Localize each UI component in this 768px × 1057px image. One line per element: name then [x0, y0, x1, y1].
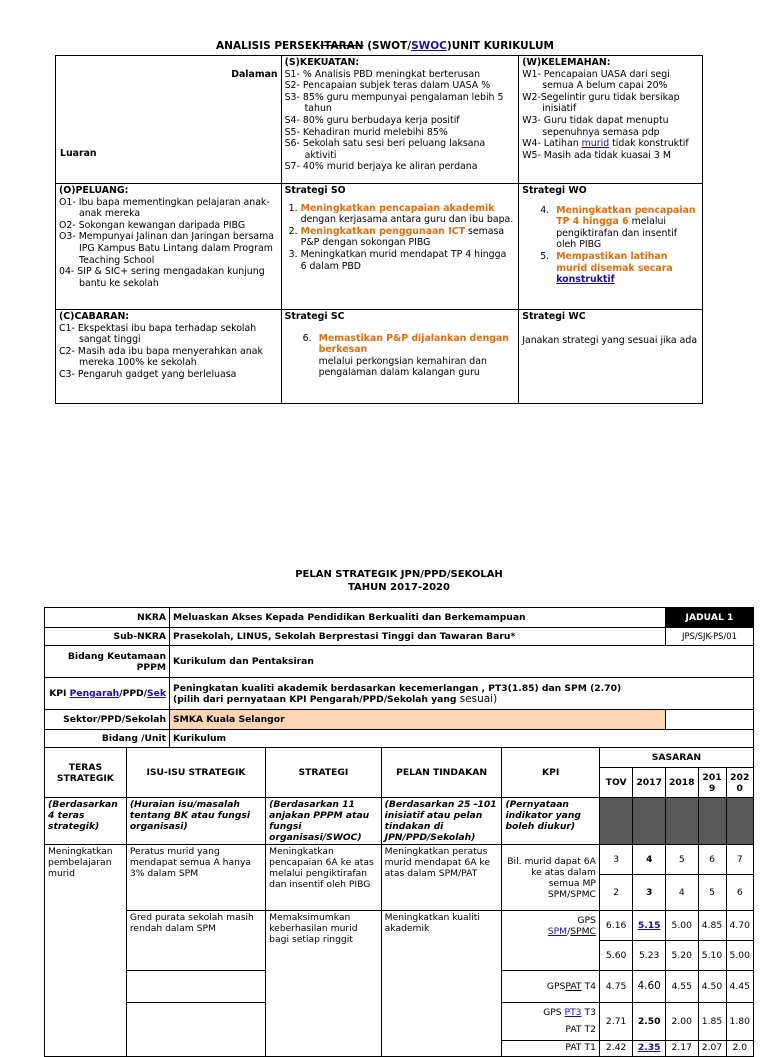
opportunities-cell	[56, 184, 282, 310]
swot-table	[55, 55, 703, 404]
jadual-badge: JADUAL 1	[665, 608, 753, 628]
weaknesses-heading: (W)KELEMAHAN:	[522, 57, 611, 68]
strength-item: S7- 40% murid berjaya ke aliran perdana	[284, 161, 478, 173]
strengths-list	[285, 69, 516, 173]
swot-title-part: (SWOT/	[363, 40, 412, 52]
strategi-cell: Meningkatkan pencapaian 6A ke atas melalui pengiktirafan dan insentif oleh PIBG	[266, 845, 381, 911]
strategy-highlight: Meningkatkan pencapaian akademik	[300, 202, 495, 214]
item-number: 1.	[288, 202, 298, 214]
swoc-link[interactable]: SWOC	[411, 40, 447, 52]
isu-cell: Gred purata sekolah masih rendah dalam SPM	[126, 911, 265, 971]
target-value: 5.20	[665, 941, 698, 971]
target-value: 4.70	[726, 911, 754, 941]
opportunity-item: O1- Ibu bapa mementingkan pelajaran anak-anak mereka	[59, 196, 270, 220]
target-value: 4.85	[698, 911, 726, 941]
strength-item: S2- Pencapaian subjek teras dalam UASA %	[284, 80, 491, 92]
pt3-link[interactable]: PT3	[564, 1007, 582, 1018]
opportunity-item: O3- Mempunyai Jalinan dan Jaringan bersama IPG Kampus Batu Lintang dalam Program Teaching School	[59, 231, 274, 266]
item-number: 6.	[302, 332, 312, 344]
strategy-wc-text: Janakan strategi yang sesuai jika ada	[522, 334, 698, 346]
kpi-text: T4	[581, 981, 596, 992]
kpi-label	[45, 678, 170, 710]
threat-item: C1- Ekspektasi ibu bapa terhadap sekolah sangat tinggi	[59, 322, 257, 346]
opportunity-item: O2- Sokongan kewangan daripada PIBG	[59, 219, 246, 231]
unit-label: Bidang /Unit	[45, 730, 170, 748]
target-value: 2.07	[698, 1041, 726, 1057]
target-value: 4	[633, 845, 666, 875]
target-value: 4.50	[698, 971, 726, 1003]
strengths-heading: (S)KEKUATAN:	[284, 57, 360, 68]
form-code: JPS/SJK-PS/01	[665, 628, 753, 646]
kpi-cell	[502, 911, 599, 971]
weakness-text: tidak konstruktif	[609, 138, 689, 150]
bidang-label: Bidang Keutamaan PPPM	[45, 646, 170, 678]
target-value: 2.0	[726, 1041, 754, 1057]
isu-cell: Peratus murid yang mendapat semua A hanya 3% dalam SPM	[126, 845, 265, 911]
year-tov: TOV	[599, 768, 632, 798]
item-number: 2.	[288, 225, 298, 237]
target-value: 4.60	[633, 971, 666, 1003]
strategy-wo-cell	[519, 184, 703, 310]
grey-cell	[726, 798, 754, 845]
strategy-text: dengan kerjasama antara guru dan ibu bapa.	[300, 214, 514, 226]
weakness-item: W2-Segelintir guru tidak bersikap inisiatif	[522, 91, 680, 115]
header-strategi: STRATEGI	[266, 748, 381, 798]
dalaman-label: Dalaman	[231, 69, 278, 80]
note-isu: (Huraian isu/masalah tentang BK atau fungsi organisasi)	[126, 798, 265, 845]
swot-title-strike: ITARAN	[320, 40, 364, 52]
strength-item: S4- 80% guru berbudaya kerja positif	[284, 114, 460, 126]
strategy-highlight: Meningkatkan penggunaan ICT	[300, 225, 465, 237]
swot-title-part: )UNIT KURIKULUM	[446, 40, 554, 52]
target-value: 5.00	[726, 941, 754, 971]
luaran-label: Luaran	[60, 148, 97, 159]
note-teras: (Berdasarkan 4 teras strategik)	[45, 798, 127, 845]
target-value: 1.85	[698, 1003, 726, 1041]
kpi-text: GPS	[546, 981, 566, 992]
kpi-cell	[502, 1003, 599, 1041]
sektor-label: Sektor/PPD/Sekolah	[45, 710, 170, 730]
target-value: 2.71	[599, 1003, 632, 1041]
target-value: 2.50	[633, 1003, 666, 1041]
strategy-wc-cell	[519, 310, 703, 404]
strategy-text: semasa P&P dengan sokongan PIBG	[300, 225, 505, 249]
strategic-plan-table	[44, 607, 754, 1057]
target-value: 6.16	[599, 911, 632, 941]
target-value: 6	[698, 845, 726, 875]
sek-link[interactable]: Sek	[147, 688, 167, 699]
target-value[interactable]: 5.15	[633, 911, 666, 941]
threat-item: C2- Masih ada ibu bapa menyerahkan anak mereka 100% ke sekolah	[59, 345, 263, 369]
target-value: 7	[726, 845, 754, 875]
target-value: 5.10	[698, 941, 726, 971]
weakness-item	[522, 138, 699, 150]
target-value: 5.23	[633, 941, 666, 971]
target-value: 5.00	[665, 911, 698, 941]
pat-text: PAT	[565, 981, 582, 992]
kpi-cell	[502, 971, 599, 1003]
kpi-label-text: /PPD/	[119, 688, 148, 699]
murid-link[interactable]: murid	[581, 138, 610, 150]
strategy-so-heading: Strategi SO	[284, 185, 346, 196]
strategy-wo-heading: Strategi WO	[522, 185, 587, 196]
strength-item: S5- Kehadiran murid melebihi 85%	[284, 126, 448, 138]
kpi-value	[170, 678, 754, 710]
strategy-wo-item	[536, 251, 699, 286]
unit-value: Kurikulum	[170, 730, 754, 748]
strategy-sc-item	[299, 333, 516, 379]
target-value: 2.42	[599, 1041, 632, 1057]
grey-cell	[599, 798, 632, 845]
grey-cell	[665, 798, 698, 845]
threat-item: C3- Pengaruh gadget yang berleluasa	[59, 368, 237, 380]
strategi-cell: Memaksimumkan keberhasilan murid bagi setiap ringgit	[266, 911, 381, 1057]
year-2020: 2020	[726, 768, 754, 798]
kpi-text: PAT T2	[565, 1024, 596, 1035]
header-isu: ISU-ISU STRATEGIK	[126, 748, 265, 798]
threats-heading: (C)CABARAN:	[59, 311, 130, 322]
header-kpi: KPI	[502, 748, 599, 798]
year-2017: 2017	[633, 768, 666, 798]
target-value: 4	[665, 875, 698, 911]
strategy-highlight: Meningkatkan pencapaian TP 4 hingga 6	[556, 204, 696, 228]
kpi-note	[173, 694, 750, 705]
kpi-cell: PAT T1	[502, 1041, 599, 1057]
spmc-link[interactable]: SPMC	[570, 926, 596, 937]
target-value: 4.55	[665, 971, 698, 1003]
note-text: 101 inisiatif atau pelan tindakan di JPN/PPD/Sekolah)	[384, 799, 497, 843]
dalaman-luaran-cell	[56, 56, 282, 184]
opportunities-list	[59, 197, 278, 290]
strategy-text: Meningkatkan murid mendapat TP 4 hingga 6 dalam PBD	[300, 248, 507, 272]
note-kpi: (Pernyataan indikator yang boleh diukur)	[502, 798, 599, 845]
strengths-cell	[281, 56, 519, 184]
nkra-label: NKRA	[45, 608, 170, 628]
strategy-so-list	[285, 203, 516, 273]
target-value: 5.60	[599, 941, 632, 971]
target-value: 2.00	[665, 1003, 698, 1041]
threats-cell	[56, 310, 282, 404]
sektor-value: SMKA Kuala Selangor	[170, 710, 666, 730]
kpi-text: T3	[581, 1007, 596, 1018]
grey-cell	[633, 798, 666, 845]
empty-cell	[126, 1003, 265, 1057]
header-pelan: PELAN TINDAKAN	[381, 748, 502, 798]
threats-list	[59, 323, 278, 381]
note-strategi: (Berdasarkan 11 anjakan PPPM atau fungsi organisasi/SWOC)	[266, 798, 381, 845]
sektor-empty	[665, 710, 753, 730]
header-sasaran: SASARAN	[599, 748, 753, 768]
target-value: 1.80	[726, 1003, 754, 1041]
strategy-highlight: Memastikan P&P dijalankan dengan berkesan	[318, 332, 509, 356]
opportunities-heading: (O)PELUANG:	[59, 185, 129, 196]
empty-cell	[126, 971, 265, 1003]
bidang-value: Kurikulum dan Pentaksiran	[170, 646, 754, 678]
target-value: 5	[698, 875, 726, 911]
header-teras: TERAS STRATEGIK	[45, 748, 127, 798]
strategy-sc-list	[299, 333, 516, 379]
year-2019: 2019	[698, 768, 726, 798]
subnkra-value: Prasekolah, LINUS, Sekolah Berprestasi Tinggi dan Tawaran Baru*	[170, 628, 666, 646]
plan-title: PELAN STRATEGIK JPN/PPD/SEKOLAH	[295, 569, 503, 580]
weakness-item: W3- Guru tidak dapat menuptu sepenuhnya semasa pdp	[522, 114, 669, 138]
kpi-text: /	[567, 926, 571, 937]
strategy-text: melalui pengiktirafan dan insentif oleh PIBG	[556, 216, 678, 251]
kpi-note-text: sesuai)	[459, 692, 498, 705]
note-text: (Berdasarkan 25	[384, 799, 474, 810]
strength-item: S1- % Analisis PBD meningkat berterusan	[284, 68, 481, 80]
weaknesses-cell	[519, 56, 703, 184]
swot-title-part: ANALISIS PERSEK	[216, 40, 321, 52]
kpi-cell: Bil. murid dapat 6A ke atas dalam semua MP SPM/SPMC	[502, 845, 599, 911]
swot-title	[55, 40, 715, 52]
target-value[interactable]: 2.35	[633, 1041, 666, 1057]
target-value: 4.75	[599, 971, 632, 1003]
target-value: 2	[599, 875, 632, 911]
strength-item: S3- 85% guru mempunyai pengalaman lebih 5 tahun	[284, 91, 504, 115]
strategy-wo-item	[536, 205, 699, 251]
item-number: 4.	[540, 204, 550, 216]
target-value: 5	[665, 845, 698, 875]
target-value: 4.45	[726, 971, 754, 1003]
strategy-so-item	[285, 203, 516, 226]
note-pelan	[381, 798, 502, 845]
pengarah-link[interactable]: Pengarah	[69, 688, 120, 699]
konstruktif-link[interactable]: konstruktif	[556, 274, 615, 286]
nkra-value: Meluaskan Akses Kepada Pendidikan Berkualiti dan Berkemampuan	[170, 608, 666, 628]
strategy-so-item	[285, 249, 516, 272]
strategy-so-item	[285, 226, 516, 249]
strategy-highlight: Mempastikan latihan murid disemak secara	[556, 250, 673, 274]
strategy-sc-heading: Strategi SC	[284, 311, 345, 322]
weaknesses-list	[522, 69, 699, 162]
strategy-text: melalui perkongsian kemahiran dan pengalaman dalam kalangan guru	[318, 355, 487, 379]
strategy-wc-heading: Strategi WC	[522, 311, 586, 322]
target-value: 3	[599, 845, 632, 875]
year-2018: 2018	[665, 768, 698, 798]
strategy-wo-list	[536, 205, 699, 286]
teras-cell: Meningkatkan pembelajaran murid	[45, 845, 127, 1057]
opportunity-item: 04- SIP & SIC+ sering mengadakan kunjung bantu ke sekolah	[59, 266, 265, 289]
strategy-so-cell	[281, 184, 519, 310]
plan-subtitle: TAHUN 2017-2020	[348, 582, 450, 593]
target-value: 6	[726, 875, 754, 911]
weakness-item: W5- Masih ada tidak kuasai 3 M	[522, 149, 671, 161]
target-value: 3	[633, 875, 666, 911]
kpi-note-text: (pilih dari pernyataan KPI Pengarah/PPD/Sekolah yang	[173, 693, 460, 705]
kpi-text: GPS	[577, 915, 596, 926]
item-number: 5.	[540, 250, 550, 262]
strategy-sc-cell	[281, 310, 519, 404]
kpi-label-text: KPI	[49, 688, 70, 699]
target-value: 2.17	[665, 1041, 698, 1057]
pelan-cell: Meningkatkan kualiti akademik	[381, 911, 502, 1057]
note-strike: -	[473, 799, 478, 810]
weakness-item: W1- Pencapaian UASA dari segi semua A belum capai 20%	[522, 68, 670, 92]
item-number: 3.	[288, 248, 298, 260]
spm-link[interactable]: SPM	[547, 926, 568, 937]
kpi-text: GPS	[543, 1007, 565, 1018]
weakness-text: W4- Latihan	[522, 138, 582, 150]
pelan-cell: Meningkatkan peratus murid mendapat 6A ke atas dalam SPM/PAT	[381, 845, 502, 911]
grey-cell	[698, 798, 726, 845]
subnkra-label: Sub-NKRA	[45, 628, 170, 646]
kpi-statement: Peningkatan kualiti akademik berdasarkan kecemerlangan , PT3(1.85) dan SPM (2.70)	[173, 682, 622, 694]
strength-item: S6- Sekolah satu sesi beri peluang laksana aktiviti	[284, 138, 486, 161]
